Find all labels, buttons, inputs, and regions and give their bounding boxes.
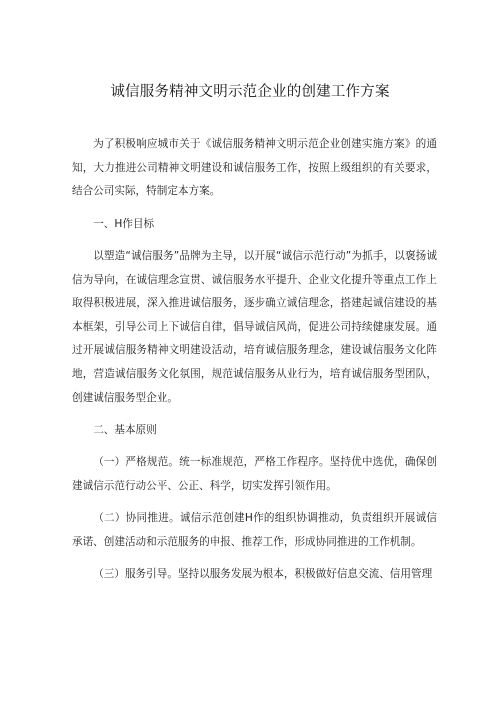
principle-paragraph-2: （二）协同推进。诚信示范创建H作的组织协调推动，负责组织开展诚信承诺、创建活动和示范服务的申报、推荐工作，形成协同推进的工作机制。 — [72, 512, 437, 548]
intro-paragraph: 为了积极响应城市关于《诚信服务精神文明示范企业创建实施方案》的通知，大力推进公司精神文明建设和诚信服务工作，按照上级组织的有关要求，结合公司实际，特制定本方案。 — [72, 138, 437, 198]
document-title: 诚信服务精神文明示范企业的创建工作方案 — [110, 84, 390, 100]
document-body — [72, 133, 437, 596]
section-heading-goals: 一、H作目标 — [93, 217, 155, 230]
section-heading-principles: 二、基本原则 — [93, 423, 157, 436]
principle-paragraph-3: （三）服务引导。坚持以服务发展为根本，积极做好信息交流、信用管理 — [93, 568, 433, 581]
goals-paragraph: 以塑造“诚信服务”品牌为主导，以开展“诚信示范行动”为抓手，以褒扬诚信为导向，在诚信理念宣贯、诚信服务水平提升、企业文化提升等重点工作上取得积极进展，深入推进诚信服务，逐步确立诚信理念，搭建起诚信建设的基本框架，引导公司上下诚信自律，倡导诚信风尚，促进公司持续健康发展。通过开展诚信服务精神文明建设活动，培育诚信服务理念，建设诚信服务文化阵地，营造诚信服务文化氛围，规范诚信服务从业行为，培育诚信服务型团队，创建诚信服务型企业。 — [72, 249, 437, 404]
principle-paragraph-1: （一）严格规范。统一标准规范，严格工作程序。坚持优中选优，确保创建诚信示范行动公平、公正、科学，切实发挥引领作用。 — [72, 456, 437, 492]
